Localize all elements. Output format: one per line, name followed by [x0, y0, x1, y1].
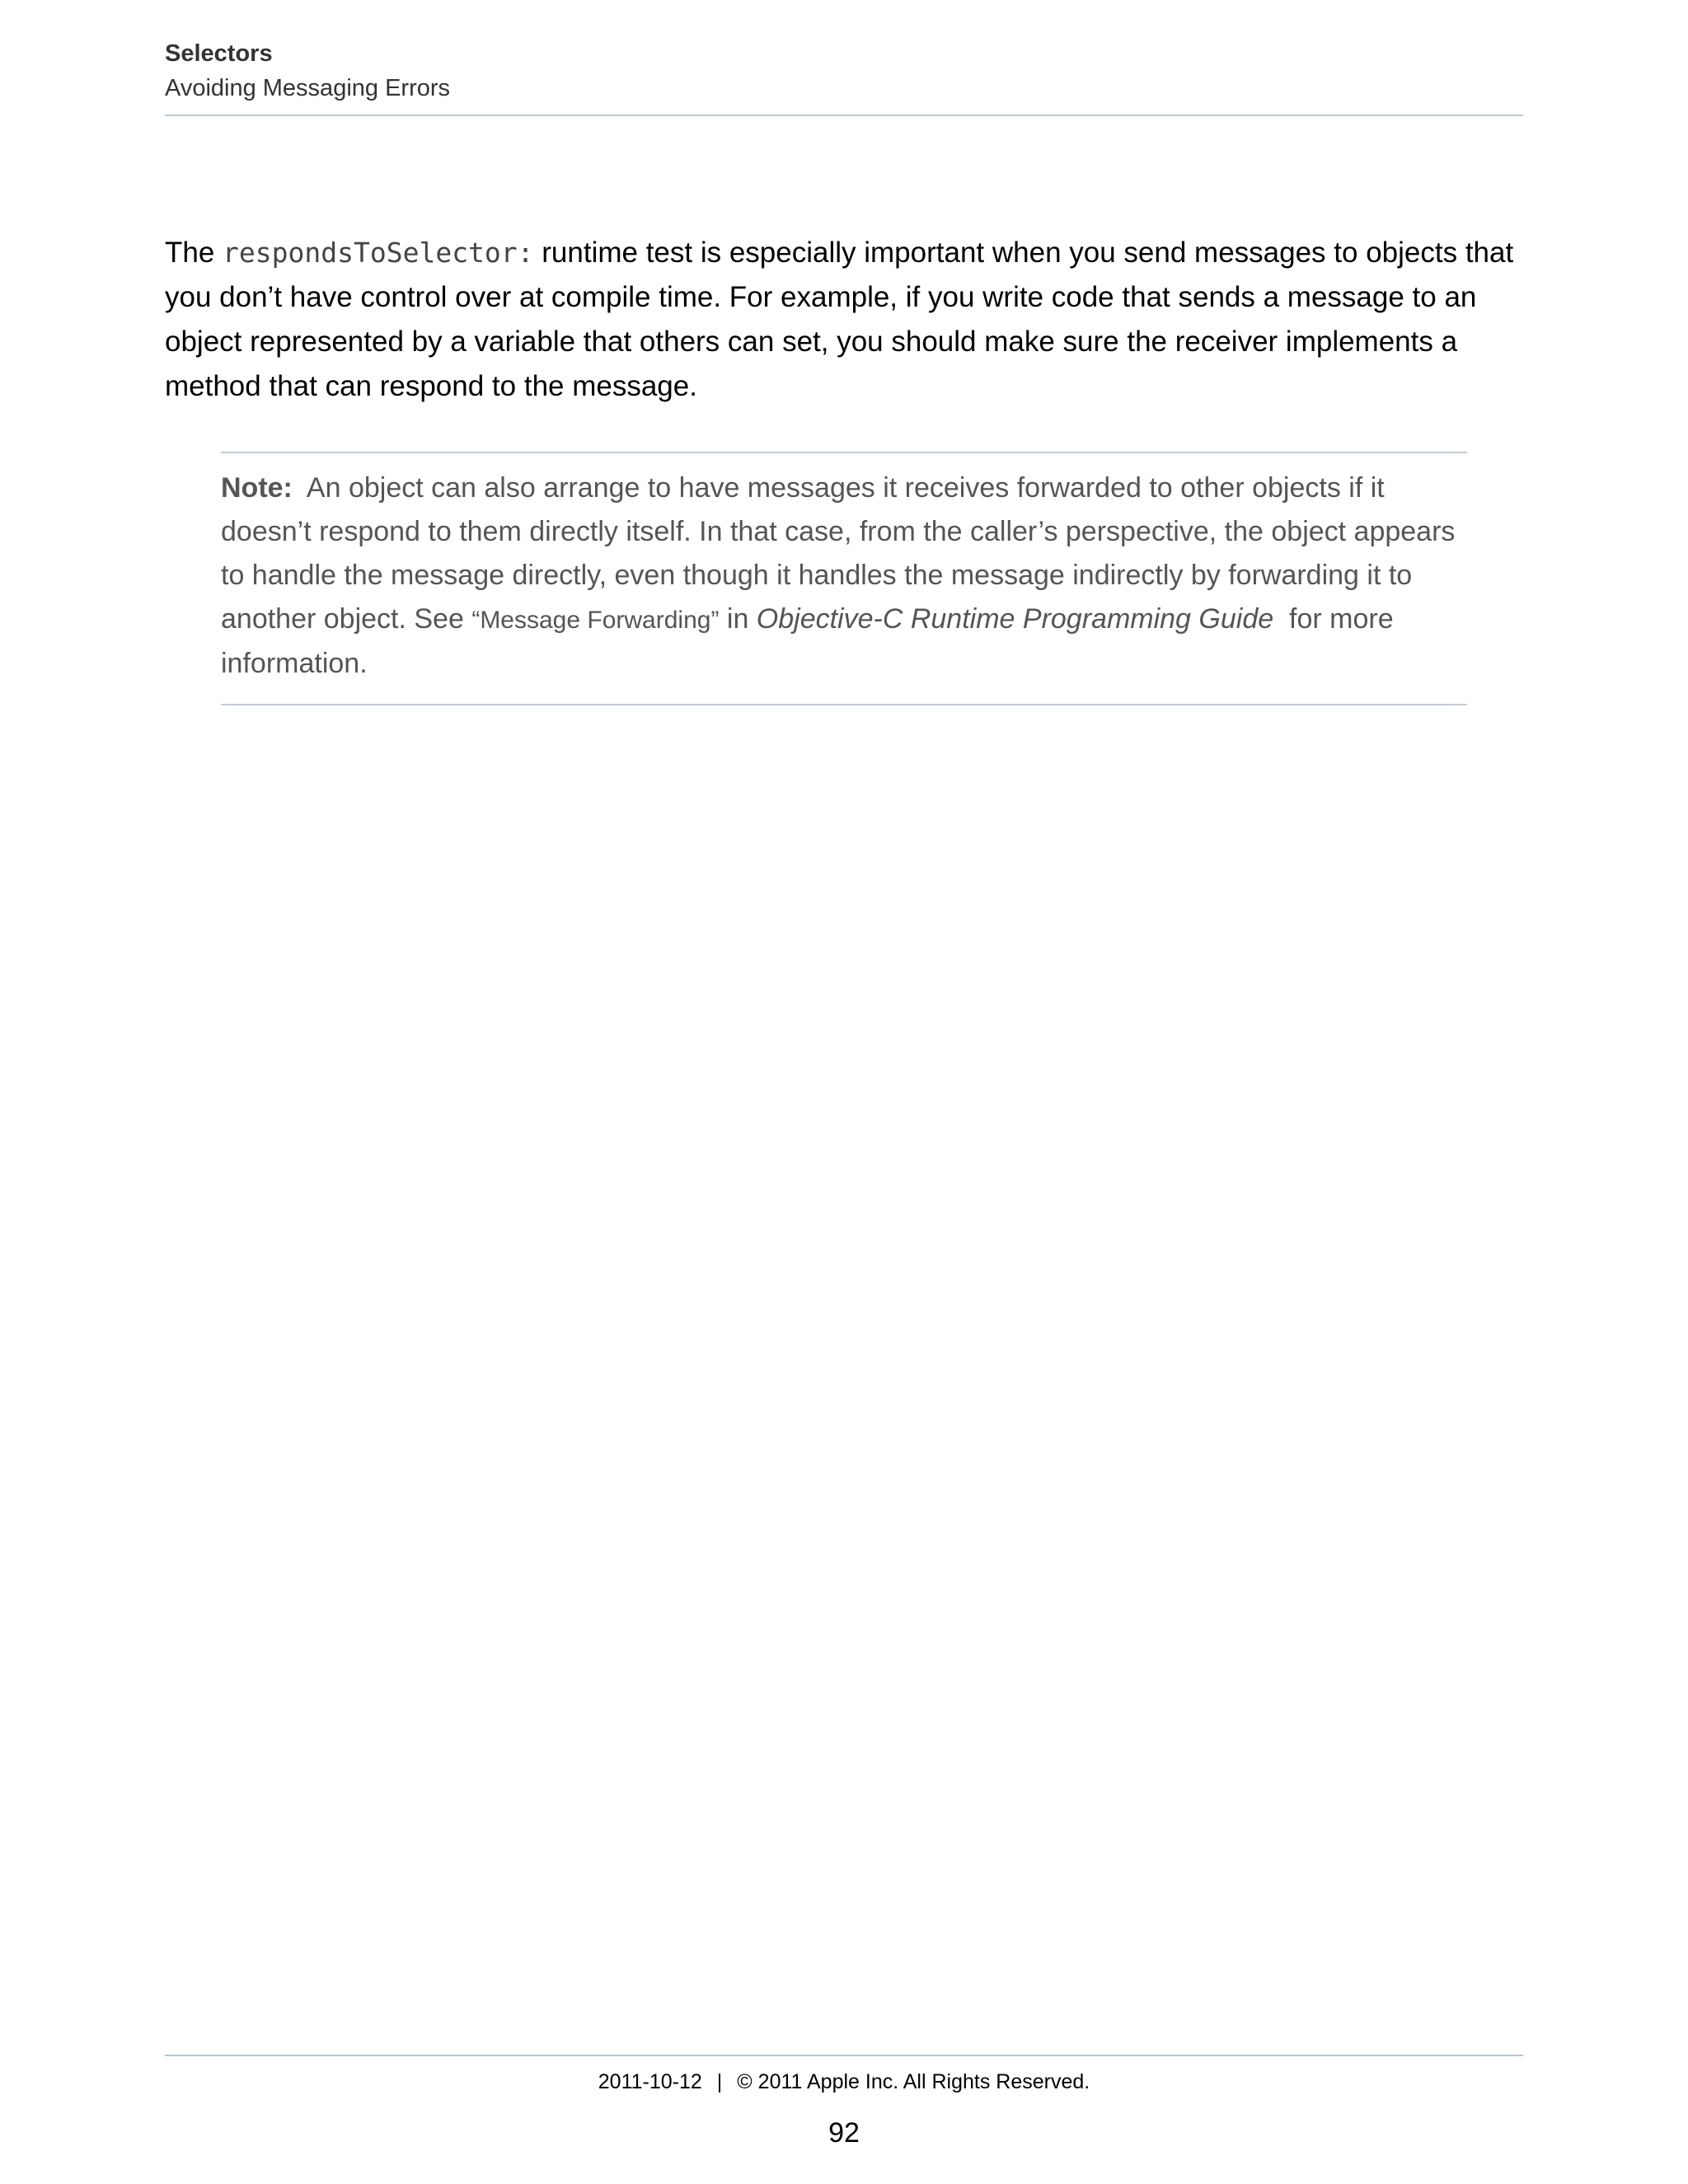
body-lead: The — [165, 237, 223, 269]
note-paragraph — [221, 466, 1467, 686]
body-rest: runtime test is especially important when you send messages to objects that you don’t have control over at compile time. For example, if you write code that sends a message to an object represented by a variable that others can set, you should make sure the receiver implements a method that can respond to the message. — [165, 237, 1514, 402]
code-responds-to-selector: respondsToSelector: — [223, 237, 534, 269]
body-paragraph — [165, 231, 1523, 409]
note-body: An object can also arrange to have messages it receives forwarded to other objects if it doesn’t respond to them directly itself. In that case, from the caller’s perspective, the object appears to handle the message directly, even though it handles the message indirectly by forwarding it to another object. See — [221, 472, 1463, 635]
chapter-title: Selectors — [165, 40, 273, 67]
footer-date: 2011-10-12 — [598, 2070, 702, 2093]
page-header — [165, 36, 1523, 105]
page-footer — [165, 2067, 1523, 2097]
note-box — [221, 452, 1467, 705]
section-title: Avoiding Messaging Errors — [165, 75, 451, 101]
note-mid: in — [719, 603, 757, 635]
footer-divider — [165, 2055, 1523, 2056]
runtime-guide-title: Objective-C Runtime Programming Guide — [756, 603, 1274, 635]
footer-copyright: © 2011 Apple Inc. All Rights Reserved. — [737, 2070, 1090, 2093]
message-forwarding-link[interactable]: “Message Forwarding” — [471, 607, 720, 634]
note-label: Note: — [221, 472, 293, 504]
page-number: 92 — [828, 2117, 860, 2149]
header-divider — [165, 115, 1523, 116]
footer-separator: | — [716, 2070, 723, 2093]
note-end: for more information. — [221, 603, 1402, 679]
